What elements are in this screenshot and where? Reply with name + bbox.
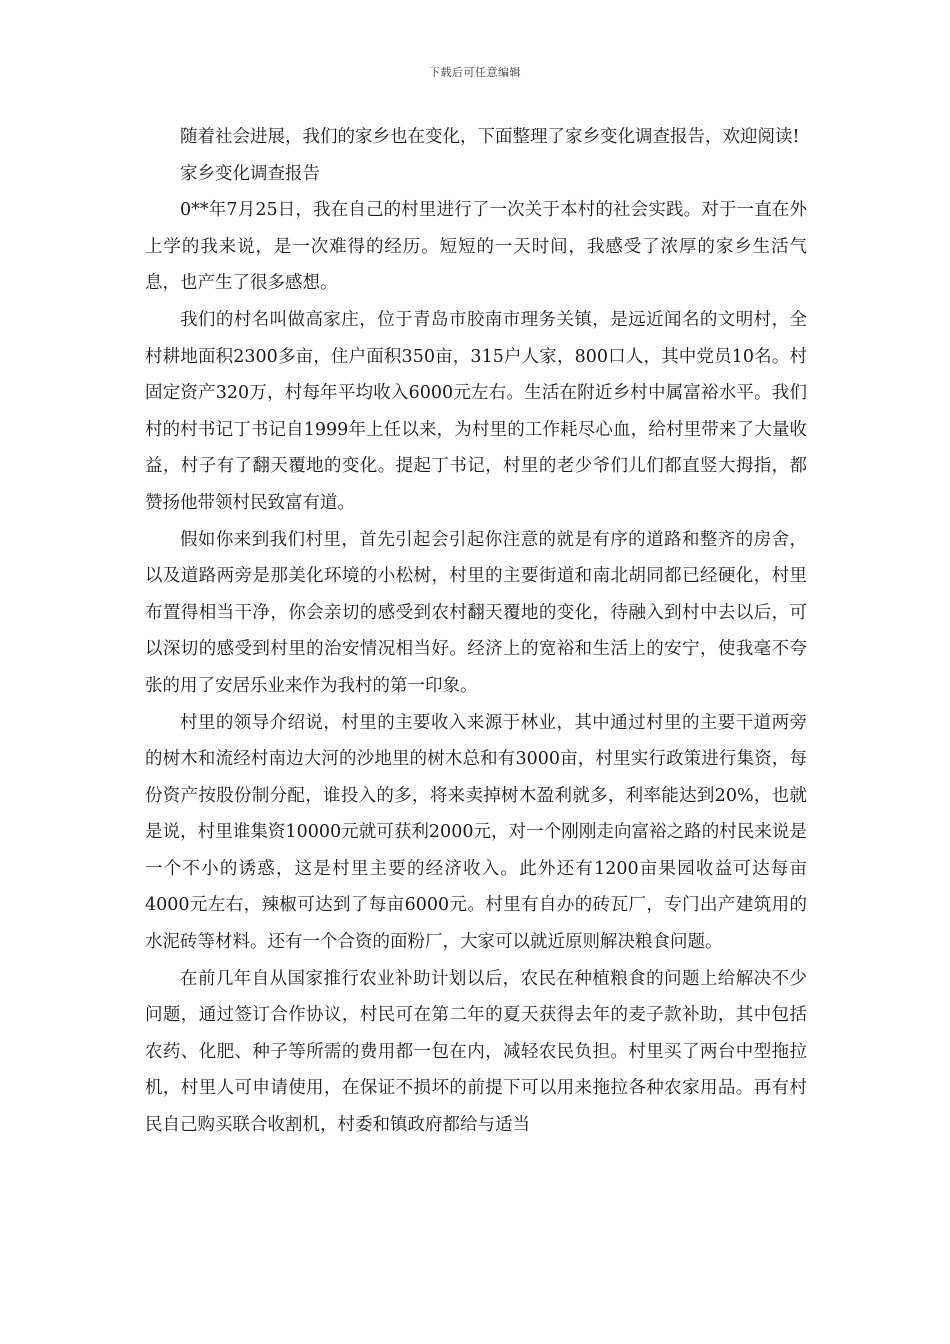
body-paragraph: 我们的村名叫做高家庄，位于青岛市胶南市理务关镇，是远近闻名的文明村，全村耕地面积2300多亩，住户面积350亩，315户人家，800口人，其中党员10名。村固定资产320万，村每年平均收入6000元左右。生活在附近乡村中属富裕水平。我们村的村书记丁书记自1999年上任以来，为村里的工作耗尽心血，给村里带来了大量收益，村子有了翻天覆地的变化。提起丁书记，村里的老少爷们儿们都直竖大拇指，都赞扬他带领村民致富有道。 xyxy=(145,309,807,513)
page-header: 下载后可任意编辑 xyxy=(429,66,521,79)
body-paragraph: 0**年7月25日，我在自己的村里进行了一次关于本村的社会实践。对于一直在外上学的我来说，是一次难得的经历。短短的一天时间，我感受了浓厚的家乡生活气息，也产生了很多感想。 xyxy=(145,200,807,294)
intro-paragraph: 随着社会进展，我们的家乡也在变化，下面整理了家乡变化调查报告，欢迎阅读! xyxy=(180,127,800,147)
body-paragraph: 在前几年自从国家推行农业补助计划以后，农民在种植粮食的问题上给解决不少问题，通过签订合作协议，村民可在第二年的夏天获得去年的麦子款补助，其中包括农药、化肥、种子等所需的费用都一包在内，减轻农民负担。村里买了两台中型拖拉机，村里人可申请使用，在保证不损坏的前提下可以用来拖拉各种农家用品。再有村民自己购买联合收割机，村委和镇政府都给与适当 xyxy=(145,968,807,1136)
body-paragraph: 假如你来到我们村里，首先引起会引起你注意的就是有序的道路和整齐的房舍，以及道路两旁是那美化环境的小松树，村里的主要街道和南北胡同都已经硬化，村里布置得相当干净，你会亲切的感受到农村翻天覆地的变化，待融入到村中去以后，可以深切的感受到村里的治安情况相当好。经济上的宽裕和生活上的安宁，使我毫不夸张的用了安居乐业来作为我村的第一印象。 xyxy=(145,529,807,696)
report-title: 家乡变化调查报告 xyxy=(180,163,320,184)
document-body xyxy=(145,119,807,1144)
body-paragraph: 村里的领导介绍说，村里的主要收入来源于林业，其中通过村里的主要干道两旁的树木和流经村南边大河的沙地里的树木总和有3000亩，村里实行政策进行集资，每份资产按股份制分配，谁投入的多，将来卖掉树木盈利就多，利率能达到20%，也就是说，村里谁集资10000元就可获利2000元，对一个刚刚走向富裕之路的村民来说是一个不小的诱惑，这是村里主要的经济收入。此外还有1200亩果园收益可达每亩4000元左右，辣椒可达到了每亩6000元。村里有自办的砖瓦厂，专门出产建筑用的水泥砖等材料。还有一个合资的面粉厂，大家可以就近原则解决粮食问题。 xyxy=(145,712,807,953)
